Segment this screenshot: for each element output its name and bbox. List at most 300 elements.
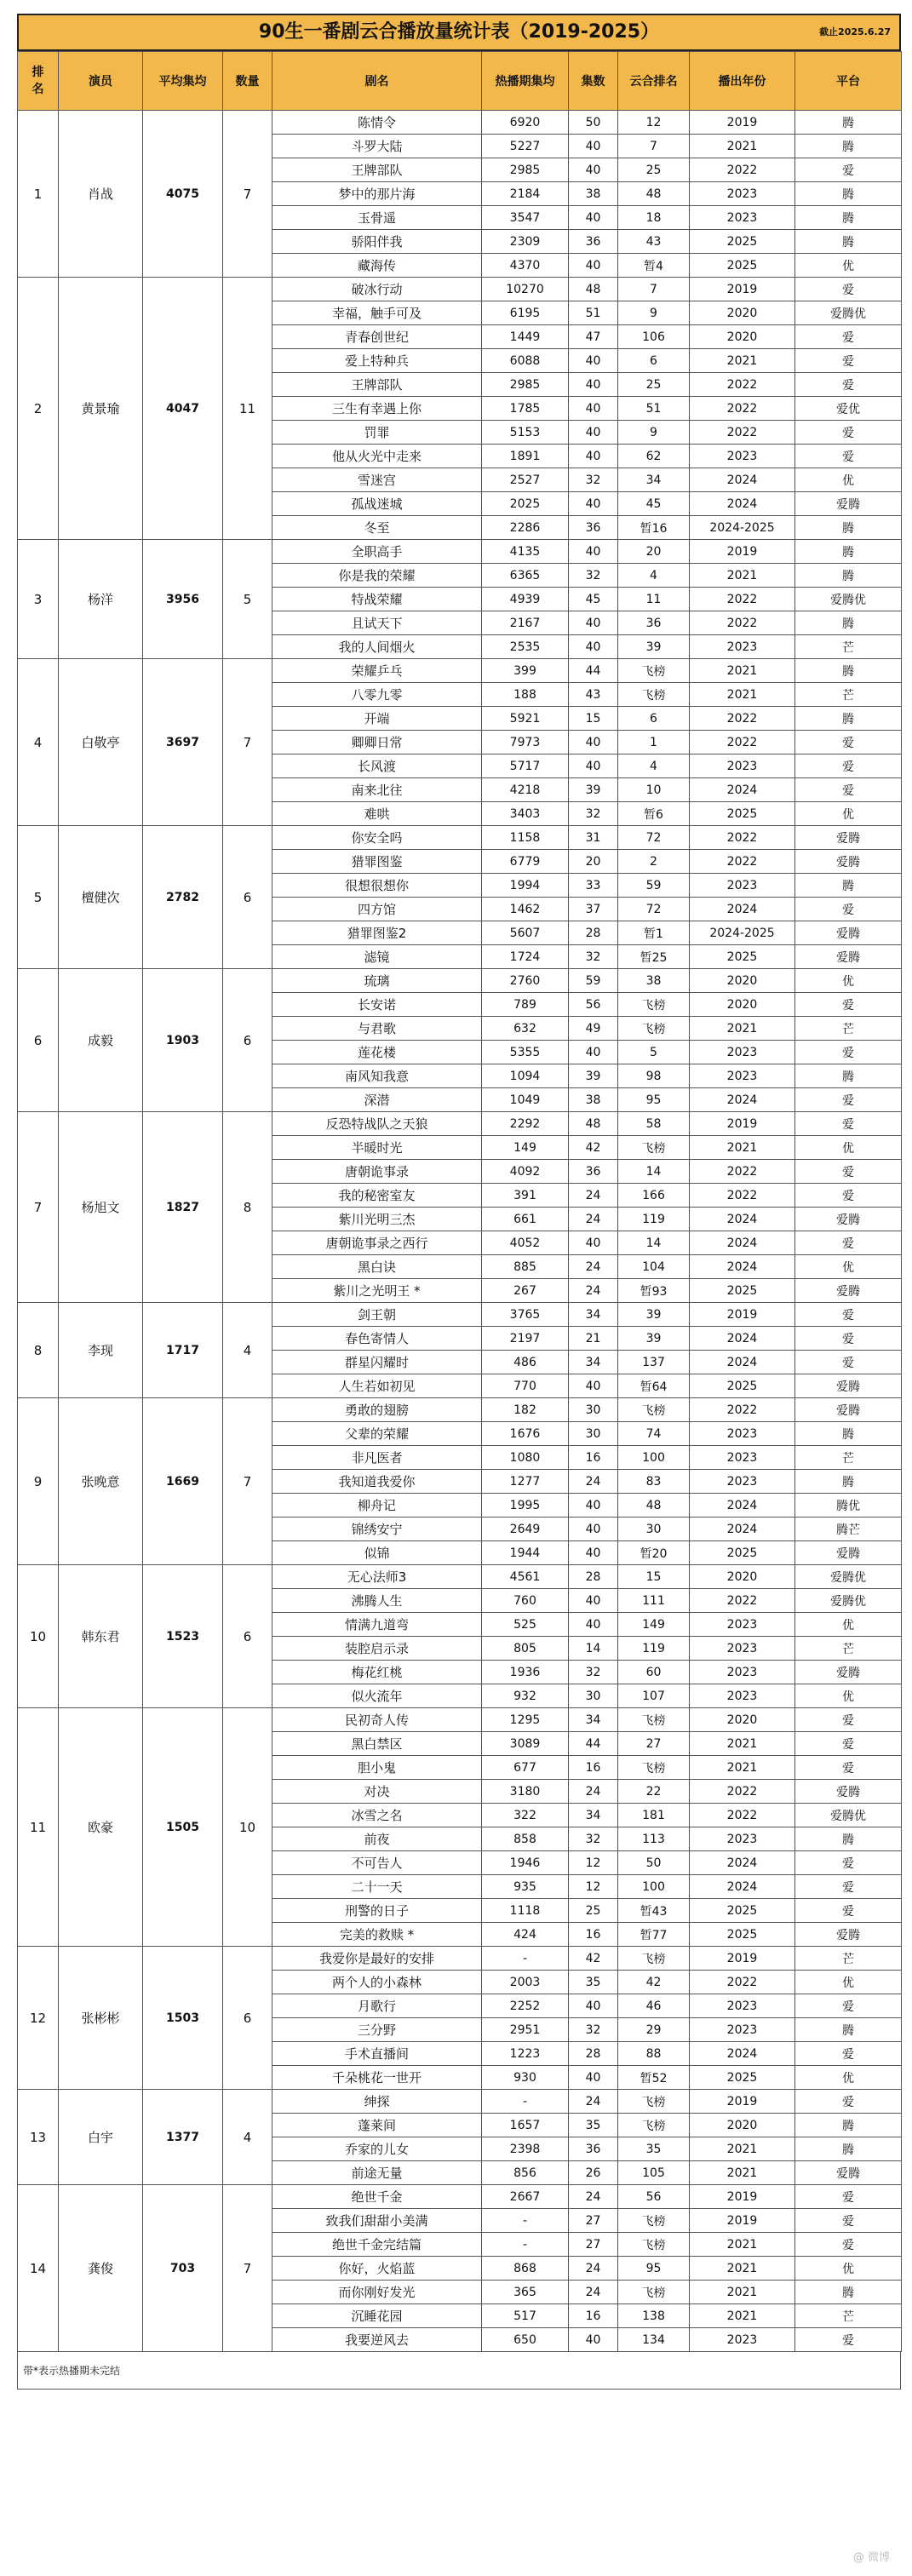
platform: 腾 <box>795 1422 902 1446</box>
episode-avg: 1049 <box>482 1088 569 1112</box>
episode-avg: 3547 <box>482 206 569 230</box>
yunhe-rank: 38 <box>618 969 690 993</box>
drama-title: 滤镜 <box>272 945 482 969</box>
episode-avg: 1944 <box>482 1541 569 1565</box>
drama-title: 爱上特种兵 <box>272 349 482 373</box>
air-year: 2025 <box>690 1923 795 1947</box>
episode-avg: 4939 <box>482 588 569 611</box>
yunhe-rank: 35 <box>618 2137 690 2161</box>
air-year: 2020 <box>690 993 795 1017</box>
platform: 爱 <box>795 1756 902 1780</box>
platform: 优 <box>795 1971 902 1994</box>
platform: 爱 <box>795 278 902 301</box>
episode-avg: 2985 <box>482 158 569 182</box>
yunhe-rank: 飞榜 <box>618 2090 690 2114</box>
platform: 爱 <box>795 993 902 1017</box>
table-row <box>18 1565 902 1589</box>
air-year: 2021 <box>690 1732 795 1756</box>
episodes: 40 <box>569 1231 618 1255</box>
drama-title: 猎罪图鉴2 <box>272 921 482 945</box>
episode-avg: 2398 <box>482 2137 569 2161</box>
yunhe-rank: 6 <box>618 707 690 731</box>
drama-title: 柳舟记 <box>272 1494 482 1517</box>
rank: 9 <box>18 1398 59 1565</box>
yunhe-rank: 181 <box>618 1804 690 1827</box>
rank: 13 <box>18 2090 59 2185</box>
episode-avg: 391 <box>482 1184 569 1208</box>
episodes: 47 <box>569 325 618 349</box>
drama-title: 我要逆风去 <box>272 2328 482 2352</box>
air-year: 2022 <box>690 611 795 635</box>
yunhe-rank: 飞榜 <box>618 2114 690 2137</box>
platform: 腾优 <box>795 1494 902 1517</box>
table-row <box>18 2090 902 2114</box>
drama-title: 罚罪 <box>272 421 482 445</box>
platform: 爱腾 <box>795 1780 902 1804</box>
air-year: 2023 <box>690 1994 795 2018</box>
watermark: @ 微博 <box>852 2551 890 2564</box>
yunhe-rank: 9 <box>618 421 690 445</box>
episodes: 43 <box>569 683 618 707</box>
air-year: 2020 <box>690 1708 795 1732</box>
episode-avg: 10270 <box>482 278 569 301</box>
episodes: 34 <box>569 1351 618 1374</box>
episode-avg: 2003 <box>482 1971 569 1994</box>
drama-title: 前夜 <box>272 1827 482 1851</box>
table-row <box>18 540 902 564</box>
yunhe-rank: 138 <box>618 2304 690 2328</box>
episode-avg: 1676 <box>482 1422 569 1446</box>
episode-avg: 1449 <box>482 325 569 349</box>
yunhe-rank: 飞榜 <box>618 1398 690 1422</box>
drama-title: 民初奇人传 <box>272 1708 482 1732</box>
episode-avg: 1158 <box>482 826 569 850</box>
drama-title: 装腔启示录 <box>272 1637 482 1661</box>
drama-title: 我的秘密室友 <box>272 1184 482 1208</box>
air-year: 2020 <box>690 2114 795 2137</box>
drama-title: 绝世千金完结篇 <box>272 2233 482 2257</box>
episodes: 37 <box>569 898 618 921</box>
air-year: 2023 <box>690 2328 795 2352</box>
episode-avg: 365 <box>482 2281 569 2304</box>
drama-title: 冰雪之名 <box>272 1804 482 1827</box>
yunhe-rank: 暂6 <box>618 802 690 826</box>
drama-title: 猎罪图鉴 <box>272 850 482 874</box>
episode-avg: 789 <box>482 993 569 1017</box>
episodes: 40 <box>569 1613 618 1637</box>
platform: 腾 <box>795 659 902 683</box>
episodes: 40 <box>569 1541 618 1565</box>
episode-avg: 661 <box>482 1208 569 1231</box>
table-row <box>18 969 902 993</box>
episode-avg: 885 <box>482 1255 569 1279</box>
air-year: 2021 <box>690 2257 795 2281</box>
episode-avg: 4052 <box>482 1231 569 1255</box>
episode-avg: 2167 <box>482 611 569 635</box>
drama-title: 对决 <box>272 1780 482 1804</box>
episode-avg: 3089 <box>482 1732 569 1756</box>
episodes: 40 <box>569 135 618 158</box>
drama-title: 梅花红桃 <box>272 1661 482 1684</box>
episode-avg: 2025 <box>482 492 569 516</box>
table-row <box>18 1947 902 1971</box>
platform: 腾 <box>795 1470 902 1494</box>
air-year: 2021 <box>690 2137 795 2161</box>
episodes: 40 <box>569 445 618 468</box>
yunhe-rank: 29 <box>618 2018 690 2042</box>
episodes: 34 <box>569 1303 618 1327</box>
episode-avg: 5607 <box>482 921 569 945</box>
episodes: 27 <box>569 2209 618 2233</box>
air-year: 2024 <box>690 898 795 921</box>
drama-count: 8 <box>223 1112 272 1303</box>
episodes: 40 <box>569 421 618 445</box>
platform: 腾 <box>795 230 902 254</box>
air-year: 2023 <box>690 445 795 468</box>
episode-avg: 1995 <box>482 1494 569 1517</box>
episode-avg: 932 <box>482 1684 569 1708</box>
air-year: 2024 <box>690 1494 795 1517</box>
platform: 优 <box>795 1255 902 1279</box>
yunhe-rank: 39 <box>618 635 690 659</box>
drama-title: 绅探 <box>272 2090 482 2114</box>
platform: 爱 <box>795 754 902 778</box>
yunhe-rank: 166 <box>618 1184 690 1208</box>
air-year: 2021 <box>690 2281 795 2304</box>
table-row <box>18 111 902 135</box>
platform: 爱 <box>795 1088 902 1112</box>
drama-title: 玉骨遥 <box>272 206 482 230</box>
drama-title: 王牌部队 <box>272 373 482 397</box>
actor-avg: 1503 <box>143 1947 223 2090</box>
platform: 腾 <box>795 540 902 564</box>
episode-avg: 677 <box>482 1756 569 1780</box>
drama-title: 幸福，触手可及 <box>272 301 482 325</box>
as-of-date: 截止2025.6.27 <box>819 26 891 37</box>
episodes: 40 <box>569 349 618 373</box>
episode-avg: 5227 <box>482 135 569 158</box>
episodes: 35 <box>569 1971 618 1994</box>
episodes: 24 <box>569 1184 618 1208</box>
table-row <box>18 826 902 850</box>
platform: 爱 <box>795 445 902 468</box>
air-year: 2019 <box>690 2090 795 2114</box>
episodes: 24 <box>569 2281 618 2304</box>
episodes: 12 <box>569 1851 618 1875</box>
episode-avg: 6920 <box>482 111 569 135</box>
episodes: 45 <box>569 588 618 611</box>
air-year: 2023 <box>690 2018 795 2042</box>
episode-avg: 4218 <box>482 778 569 802</box>
yunhe-rank: 飞榜 <box>618 1947 690 1971</box>
episode-avg: 2197 <box>482 1327 569 1351</box>
platform: 芒 <box>795 1446 902 1470</box>
yunhe-rank: 10 <box>618 778 690 802</box>
episodes: 32 <box>569 564 618 588</box>
air-year: 2023 <box>690 1064 795 1088</box>
platform: 爱腾 <box>795 492 902 516</box>
episodes: 39 <box>569 1064 618 1088</box>
air-year: 2022 <box>690 1971 795 1994</box>
air-year: 2024 <box>690 1851 795 1875</box>
yunhe-rank: 9 <box>618 301 690 325</box>
platform: 爱 <box>795 325 902 349</box>
yunhe-rank: 72 <box>618 898 690 921</box>
yunhe-rank: 60 <box>618 1661 690 1684</box>
air-year: 2024 <box>690 1088 795 1112</box>
episodes: 39 <box>569 778 618 802</box>
platform: 爱腾 <box>795 826 902 850</box>
episode-avg: 6195 <box>482 301 569 325</box>
platform: 芒 <box>795 635 902 659</box>
yunhe-rank: 59 <box>618 874 690 898</box>
drama-title: 你是我的荣耀 <box>272 564 482 588</box>
platform: 腾 <box>795 182 902 206</box>
episodes: 24 <box>569 1470 618 1494</box>
platform: 腾 <box>795 2114 902 2137</box>
platform: 爱腾 <box>795 1208 902 1231</box>
episodes: 40 <box>569 397 618 421</box>
episodes: 36 <box>569 516 618 540</box>
episodes: 34 <box>569 1804 618 1827</box>
air-year: 2023 <box>690 874 795 898</box>
actor-avg: 3697 <box>143 659 223 826</box>
drama-title: 与君歌 <box>272 1017 482 1041</box>
drama-title: 我爱你是最好的安排 <box>272 1947 482 1971</box>
episodes: 40 <box>569 1994 618 2018</box>
yunhe-rank: 25 <box>618 373 690 397</box>
yunhe-rank: 134 <box>618 2328 690 2352</box>
air-year: 2022 <box>690 158 795 182</box>
platform: 爱腾 <box>795 2161 902 2185</box>
episodes: 42 <box>569 1947 618 1971</box>
yunhe-rank: 95 <box>618 2257 690 2281</box>
episode-avg: 182 <box>482 1398 569 1422</box>
drama-title: 致我们甜甜小美满 <box>272 2209 482 2233</box>
platform: 腾 <box>795 2018 902 2042</box>
platform: 爱腾优 <box>795 1565 902 1589</box>
yunhe-rank: 暂43 <box>618 1899 690 1923</box>
episode-avg: 5717 <box>482 754 569 778</box>
actor-avg: 1377 <box>143 2090 223 2185</box>
yunhe-rank: 2 <box>618 850 690 874</box>
episode-avg: 930 <box>482 2066 569 2090</box>
actor-name: 肖战 <box>59 111 143 278</box>
air-year: 2021 <box>690 349 795 373</box>
episodes: 48 <box>569 278 618 301</box>
yunhe-rank: 7 <box>618 135 690 158</box>
episode-avg: 3765 <box>482 1303 569 1327</box>
episodes: 40 <box>569 206 618 230</box>
platform: 爱 <box>795 898 902 921</box>
air-year: 2021 <box>690 2161 795 2185</box>
sheet-title: 90生一番剧云合播放量统计表（2019-2025） <box>258 21 660 43</box>
episode-avg: 149 <box>482 1136 569 1160</box>
episode-avg: 1994 <box>482 874 569 898</box>
episode-avg: 424 <box>482 1923 569 1947</box>
air-year: 2019 <box>690 540 795 564</box>
platform: 爱腾 <box>795 1398 902 1422</box>
yunhe-rank: 4 <box>618 564 690 588</box>
yunhe-rank: 111 <box>618 1589 690 1613</box>
episodes: 24 <box>569 1255 618 1279</box>
drama-title: 反恐特战队之天狼 <box>272 1112 482 1136</box>
drama-title: 雪迷宫 <box>272 468 482 492</box>
platform: 爱 <box>795 1875 902 1899</box>
air-year: 2021 <box>690 2304 795 2328</box>
drama-title: 黑白禁区 <box>272 1732 482 1756</box>
platform: 芒 <box>795 1947 902 1971</box>
yunhe-rank: 83 <box>618 1470 690 1494</box>
episodes: 32 <box>569 802 618 826</box>
drama-title: 情满九道弯 <box>272 1613 482 1637</box>
episode-avg: - <box>482 1947 569 1971</box>
platform: 优 <box>795 254 902 278</box>
episode-avg: 5355 <box>482 1041 569 1064</box>
yunhe-rank: 39 <box>618 1327 690 1351</box>
episode-avg: 1277 <box>482 1470 569 1494</box>
yunhe-rank: 119 <box>618 1208 690 1231</box>
drama-count: 7 <box>223 1398 272 1565</box>
platform: 腾 <box>795 611 902 635</box>
air-year: 2022 <box>690 1804 795 1827</box>
episodes: 24 <box>569 2257 618 2281</box>
yunhe-rank: 98 <box>618 1064 690 1088</box>
episodes: 31 <box>569 826 618 850</box>
episode-avg: 858 <box>482 1827 569 1851</box>
air-year: 2022 <box>690 731 795 754</box>
drama-title: 卿卿日常 <box>272 731 482 754</box>
episodes: 44 <box>569 659 618 683</box>
drama-count: 10 <box>223 1708 272 1947</box>
episodes: 28 <box>569 1565 618 1589</box>
air-year: 2019 <box>690 1303 795 1327</box>
episodes: 28 <box>569 2042 618 2066</box>
episode-avg: 632 <box>482 1017 569 1041</box>
actor-name: 成毅 <box>59 969 143 1112</box>
drama-title: 春色寄情人 <box>272 1327 482 1351</box>
air-year: 2023 <box>690 206 795 230</box>
platform: 爱腾优 <box>795 1804 902 1827</box>
actor-avg: 1717 <box>143 1303 223 1398</box>
yunhe-rank: 暂1 <box>618 921 690 945</box>
platform: 爱腾 <box>795 1661 902 1684</box>
drama-title: 群星闪耀时 <box>272 1351 482 1374</box>
episodes: 24 <box>569 1279 618 1303</box>
air-year: 2025 <box>690 802 795 826</box>
episodes: 49 <box>569 1017 618 1041</box>
episode-avg: 6779 <box>482 850 569 874</box>
drama-title: 我的人间烟火 <box>272 635 482 659</box>
episode-avg: 2527 <box>482 468 569 492</box>
drama-title: 剑王朝 <box>272 1303 482 1327</box>
drama-title: 手术直播间 <box>272 2042 482 2066</box>
platform: 腾 <box>795 874 902 898</box>
yunhe-rank: 42 <box>618 1971 690 1994</box>
platform: 爱 <box>795 2090 902 2114</box>
drama-count: 6 <box>223 826 272 969</box>
episode-avg: 1118 <box>482 1899 569 1923</box>
drama-count: 6 <box>223 969 272 1112</box>
platform: 爱腾 <box>795 1279 902 1303</box>
platform: 爱腾优 <box>795 1589 902 1613</box>
episodes: 40 <box>569 1517 618 1541</box>
drama-title: 开端 <box>272 707 482 731</box>
platform: 爱 <box>795 778 902 802</box>
air-year: 2024 <box>690 468 795 492</box>
air-year: 2019 <box>690 1947 795 1971</box>
drama-title: 月歌行 <box>272 1994 482 2018</box>
actor-avg: 1505 <box>143 1708 223 1947</box>
yunhe-rank: 飞榜 <box>618 683 690 707</box>
drama-title: 莲花楼 <box>272 1041 482 1064</box>
actor-name: 李现 <box>59 1303 143 1398</box>
drama-title: 两个人的小森林 <box>272 1971 482 1994</box>
episodes: 27 <box>569 2233 618 2257</box>
episode-avg: 2286 <box>482 516 569 540</box>
air-year: 2021 <box>690 659 795 683</box>
platform: 芒 <box>795 1017 902 1041</box>
air-year: 2019 <box>690 278 795 301</box>
episodes: 40 <box>569 492 618 516</box>
yunhe-rank: 11 <box>618 588 690 611</box>
episodes: 32 <box>569 1661 618 1684</box>
air-year: 2023 <box>690 1446 795 1470</box>
episode-avg: 2667 <box>482 2185 569 2209</box>
yunhe-rank: 137 <box>618 1351 690 1374</box>
air-year: 2022 <box>690 707 795 731</box>
platform: 爱 <box>795 2328 902 2352</box>
episode-avg: - <box>482 2209 569 2233</box>
episodes: 56 <box>569 993 618 1017</box>
episode-avg: 3403 <box>482 802 569 826</box>
platform: 爱 <box>795 1851 902 1875</box>
air-year: 2022 <box>690 1589 795 1613</box>
episode-avg: 2985 <box>482 373 569 397</box>
air-year: 2023 <box>690 1827 795 1851</box>
drama-count: 11 <box>223 278 272 540</box>
platform: 爱 <box>795 349 902 373</box>
episodes: 16 <box>569 1756 618 1780</box>
platform: 爱 <box>795 2042 902 2066</box>
drama-title: 琉璃 <box>272 969 482 993</box>
drama-title: 南风知我意 <box>272 1064 482 1088</box>
header-count: 数量 <box>223 52 272 111</box>
air-year: 2024 <box>690 1208 795 1231</box>
air-year: 2025 <box>690 1541 795 1565</box>
episodes: 35 <box>569 2114 618 2137</box>
platform: 爱 <box>795 158 902 182</box>
episode-avg: 267 <box>482 1279 569 1303</box>
air-year: 2024 <box>690 778 795 802</box>
episode-avg: 5921 <box>482 707 569 731</box>
episodes: 40 <box>569 1589 618 1613</box>
platform: 优 <box>795 1684 902 1708</box>
drama-title: 特战荣耀 <box>272 588 482 611</box>
platform: 爱 <box>795 731 902 754</box>
platform: 爱优 <box>795 397 902 421</box>
yunhe-rank: 15 <box>618 1565 690 1589</box>
episodes: 28 <box>569 921 618 945</box>
platform: 腾 <box>795 1827 902 1851</box>
yunhe-rank: 暂64 <box>618 1374 690 1398</box>
episodes: 24 <box>569 2185 618 2209</box>
air-year: 2019 <box>690 1112 795 1136</box>
rank: 8 <box>18 1303 59 1398</box>
rank: 5 <box>18 826 59 969</box>
yunhe-rank: 104 <box>618 1255 690 1279</box>
episodes: 36 <box>569 2137 618 2161</box>
